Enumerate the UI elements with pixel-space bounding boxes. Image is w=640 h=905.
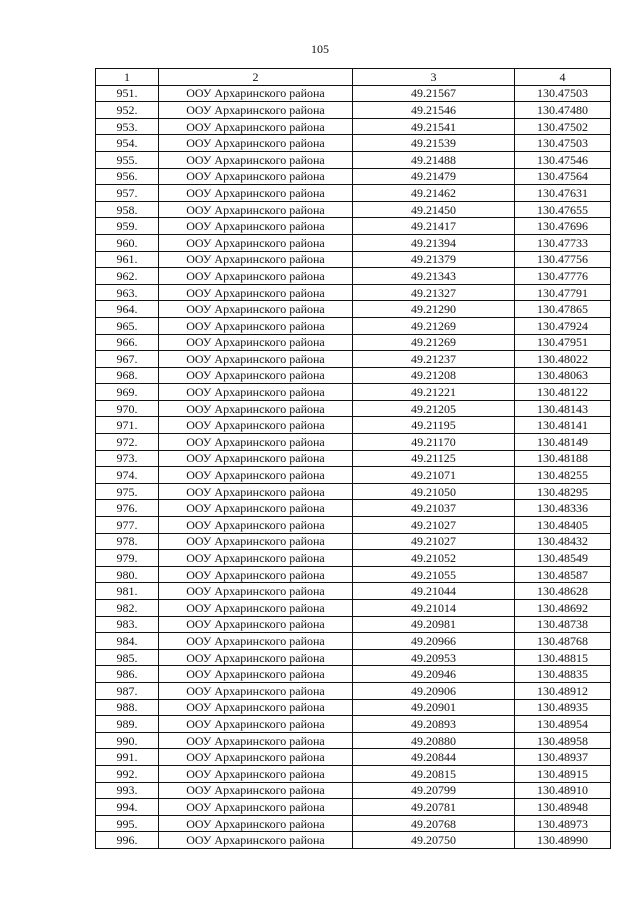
row-number-cell: 982.	[96, 600, 159, 617]
latitude-cell: 49.21037	[353, 500, 515, 517]
longitude-cell: 130.48295	[515, 483, 611, 500]
organization-name-cell: ООУ Архаринского района	[159, 633, 353, 650]
organization-name-cell: ООУ Архаринского района	[159, 400, 353, 417]
row-number-cell: 984.	[96, 633, 159, 650]
row-number-cell: 954.	[96, 135, 159, 152]
latitude-cell: 49.21479	[353, 168, 515, 185]
longitude-cell: 130.48937	[515, 749, 611, 766]
longitude-cell: 130.47655	[515, 201, 611, 218]
latitude-cell: 49.20880	[353, 732, 515, 749]
longitude-cell: 130.47791	[515, 284, 611, 301]
organization-name-cell: ООУ Архаринского района	[159, 384, 353, 401]
table-row	[96, 765, 611, 782]
longitude-cell: 130.47564	[515, 168, 611, 185]
row-number-cell: 958.	[96, 201, 159, 218]
latitude-cell: 49.20953	[353, 649, 515, 666]
row-number-cell: 978.	[96, 533, 159, 550]
table-row	[96, 533, 611, 550]
latitude-cell: 49.20893	[353, 716, 515, 733]
longitude-cell: 130.47696	[515, 218, 611, 235]
table-row	[96, 815, 611, 832]
row-number-cell: 991.	[96, 749, 159, 766]
longitude-cell: 130.48973	[515, 815, 611, 832]
table-row	[96, 334, 611, 351]
organization-name-cell: ООУ Архаринского района	[159, 85, 353, 102]
table-row	[96, 517, 611, 534]
table-header	[96, 69, 611, 86]
row-number-cell: 996.	[96, 832, 159, 849]
organization-name-cell: ООУ Архаринского района	[159, 317, 353, 334]
row-number-cell: 976.	[96, 500, 159, 517]
table-row	[96, 566, 611, 583]
table-row	[96, 301, 611, 318]
row-number-cell: 973.	[96, 450, 159, 467]
latitude-cell: 49.21290	[353, 301, 515, 318]
latitude-cell: 49.20781	[353, 799, 515, 816]
table-row	[96, 118, 611, 135]
page-number: 105	[311, 42, 329, 56]
organization-name-cell: ООУ Архаринского района	[159, 251, 353, 268]
longitude-cell: 130.48432	[515, 533, 611, 550]
longitude-cell: 130.47503	[515, 85, 611, 102]
table-row	[96, 218, 611, 235]
latitude-cell: 49.21379	[353, 251, 515, 268]
table-row	[96, 716, 611, 733]
organization-name-cell: ООУ Архаринского района	[159, 450, 353, 467]
organization-name-cell: ООУ Архаринского района	[159, 699, 353, 716]
latitude-cell: 49.21539	[353, 135, 515, 152]
organization-name-cell: ООУ Архаринского района	[159, 234, 353, 251]
row-number-cell: 969.	[96, 384, 159, 401]
row-number-cell: 963.	[96, 284, 159, 301]
table-row	[96, 185, 611, 202]
organization-name-cell: ООУ Архаринского района	[159, 666, 353, 683]
latitude-cell: 49.21055	[353, 566, 515, 583]
longitude-cell: 130.48628	[515, 583, 611, 600]
table-row	[96, 550, 611, 567]
organization-name-cell: ООУ Архаринского района	[159, 749, 353, 766]
coordinates-table	[95, 68, 611, 849]
latitude-cell: 49.20966	[353, 633, 515, 650]
longitude-cell: 130.48336	[515, 500, 611, 517]
longitude-cell: 130.48143	[515, 400, 611, 417]
organization-name-cell: ООУ Архаринского района	[159, 434, 353, 451]
row-number-cell: 971.	[96, 417, 159, 434]
row-number-cell: 966.	[96, 334, 159, 351]
longitude-cell: 130.48063	[515, 367, 611, 384]
table-row	[96, 699, 611, 716]
latitude-cell: 49.21195	[353, 417, 515, 434]
table-row	[96, 367, 611, 384]
table-row	[96, 467, 611, 484]
table-row	[96, 782, 611, 799]
latitude-cell: 49.21462	[353, 185, 515, 202]
organization-name-cell: ООУ Архаринского района	[159, 732, 353, 749]
longitude-cell: 130.48835	[515, 666, 611, 683]
longitude-cell: 130.48255	[515, 467, 611, 484]
latitude-cell: 49.20901	[353, 699, 515, 716]
row-number-cell: 981.	[96, 583, 159, 600]
table-row	[96, 682, 611, 699]
latitude-cell: 49.21014	[353, 600, 515, 617]
row-number-cell: 979.	[96, 550, 159, 567]
table-row	[96, 434, 611, 451]
organization-name-cell: ООУ Архаринского района	[159, 417, 353, 434]
organization-name-cell: ООУ Архаринского района	[159, 218, 353, 235]
row-number-cell: 974.	[96, 467, 159, 484]
row-number-cell: 952.	[96, 102, 159, 119]
latitude-cell: 49.20946	[353, 666, 515, 683]
row-number-cell: 983.	[96, 616, 159, 633]
latitude-cell: 49.21450	[353, 201, 515, 218]
row-number-cell: 964.	[96, 301, 159, 318]
table-row	[96, 450, 611, 467]
organization-name-cell: ООУ Архаринского района	[159, 649, 353, 666]
organization-name-cell: ООУ Архаринского района	[159, 566, 353, 583]
organization-name-cell: ООУ Архаринского района	[159, 799, 353, 816]
table-row	[96, 317, 611, 334]
organization-name-cell: ООУ Архаринского района	[159, 483, 353, 500]
table-row	[96, 201, 611, 218]
longitude-cell: 130.48935	[515, 699, 611, 716]
organization-name-cell: ООУ Архаринского района	[159, 367, 353, 384]
organization-name-cell: ООУ Архаринского района	[159, 832, 353, 849]
row-number-cell: 988.	[96, 699, 159, 716]
organization-name-cell: ООУ Архаринского района	[159, 201, 353, 218]
row-number-cell: 960.	[96, 234, 159, 251]
table-row	[96, 268, 611, 285]
organization-name-cell: ООУ Архаринского района	[159, 268, 353, 285]
organization-name-cell: ООУ Архаринского района	[159, 517, 353, 534]
table-row	[96, 732, 611, 749]
latitude-cell: 49.21052	[353, 550, 515, 567]
header-row	[96, 69, 611, 86]
latitude-cell: 49.21327	[353, 284, 515, 301]
latitude-cell: 49.21170	[353, 434, 515, 451]
latitude-cell: 49.21050	[353, 483, 515, 500]
organization-name-cell: ООУ Архаринского района	[159, 151, 353, 168]
row-number-cell: 980.	[96, 566, 159, 583]
longitude-cell: 130.47631	[515, 185, 611, 202]
row-number-cell: 972.	[96, 434, 159, 451]
organization-name-cell: ООУ Архаринского района	[159, 135, 353, 152]
organization-name-cell: ООУ Архаринского района	[159, 185, 353, 202]
table-row	[96, 102, 611, 119]
table-row	[96, 351, 611, 368]
organization-name-cell: ООУ Архаринского района	[159, 765, 353, 782]
latitude-cell: 49.20815	[353, 765, 515, 782]
longitude-cell: 130.48549	[515, 550, 611, 567]
table-row	[96, 168, 611, 185]
row-number-cell: 951.	[96, 85, 159, 102]
longitude-cell: 130.48022	[515, 351, 611, 368]
longitude-cell: 130.48405	[515, 517, 611, 534]
table-row	[96, 417, 611, 434]
longitude-cell: 130.48738	[515, 616, 611, 633]
latitude-cell: 49.21417	[353, 218, 515, 235]
latitude-cell: 49.20750	[353, 832, 515, 849]
row-number-cell: 975.	[96, 483, 159, 500]
row-number-cell: 955.	[96, 151, 159, 168]
organization-name-cell: ООУ Архаринского района	[159, 782, 353, 799]
latitude-cell: 49.20981	[353, 616, 515, 633]
latitude-cell: 49.20768	[353, 815, 515, 832]
longitude-cell: 130.47503	[515, 135, 611, 152]
row-number-cell: 962.	[96, 268, 159, 285]
organization-name-cell: ООУ Архаринского района	[159, 351, 353, 368]
latitude-cell: 49.20799	[353, 782, 515, 799]
row-number-cell: 992.	[96, 765, 159, 782]
table-row	[96, 633, 611, 650]
longitude-cell: 130.48910	[515, 782, 611, 799]
latitude-cell: 49.21269	[353, 317, 515, 334]
longitude-cell: 130.48958	[515, 732, 611, 749]
organization-name-cell: ООУ Архаринского района	[159, 102, 353, 119]
latitude-cell: 49.21394	[353, 234, 515, 251]
longitude-cell: 130.47951	[515, 334, 611, 351]
organization-name-cell: ООУ Архаринского района	[159, 550, 353, 567]
longitude-cell: 130.47756	[515, 251, 611, 268]
longitude-cell: 130.47546	[515, 151, 611, 168]
row-number-cell: 953.	[96, 118, 159, 135]
row-number-cell: 970.	[96, 400, 159, 417]
table-row	[96, 832, 611, 849]
organization-name-cell: ООУ Архаринского района	[159, 118, 353, 135]
latitude-cell: 49.21205	[353, 400, 515, 417]
table-row	[96, 649, 611, 666]
latitude-cell: 49.21125	[353, 450, 515, 467]
row-number-cell: 965.	[96, 317, 159, 334]
latitude-cell: 49.21208	[353, 367, 515, 384]
table-row	[96, 251, 611, 268]
longitude-cell: 130.47776	[515, 268, 611, 285]
latitude-cell: 49.21541	[353, 118, 515, 135]
row-number-cell: 995.	[96, 815, 159, 832]
table-row	[96, 749, 611, 766]
latitude-cell: 49.21027	[353, 533, 515, 550]
organization-name-cell: ООУ Архаринского района	[159, 815, 353, 832]
table-row	[96, 384, 611, 401]
longitude-cell: 130.47865	[515, 301, 611, 318]
organization-name-cell: ООУ Архаринского района	[159, 168, 353, 185]
row-number-cell: 957.	[96, 185, 159, 202]
organization-name-cell: ООУ Архаринского района	[159, 533, 353, 550]
table-row	[96, 616, 611, 633]
table-row	[96, 583, 611, 600]
row-number-cell: 994.	[96, 799, 159, 816]
longitude-cell: 130.47733	[515, 234, 611, 251]
latitude-cell: 49.20844	[353, 749, 515, 766]
longitude-cell: 130.48692	[515, 600, 611, 617]
organization-name-cell: ООУ Архаринского района	[159, 467, 353, 484]
longitude-cell: 130.48149	[515, 434, 611, 451]
organization-name-cell: ООУ Архаринского района	[159, 500, 353, 517]
column-header-3: 3	[353, 69, 515, 86]
table-row	[96, 400, 611, 417]
latitude-cell: 49.21567	[353, 85, 515, 102]
column-header-2: 2	[159, 69, 353, 86]
row-number-cell: 986.	[96, 666, 159, 683]
organization-name-cell: ООУ Архаринского района	[159, 583, 353, 600]
organization-name-cell: ООУ Архаринского района	[159, 334, 353, 351]
longitude-cell: 130.48912	[515, 682, 611, 699]
latitude-cell: 49.21269	[353, 334, 515, 351]
latitude-cell: 49.21343	[353, 268, 515, 285]
column-header-1: 1	[96, 69, 159, 86]
organization-name-cell: ООУ Архаринского района	[159, 616, 353, 633]
row-number-cell: 967.	[96, 351, 159, 368]
row-number-cell: 959.	[96, 218, 159, 235]
latitude-cell: 49.21237	[353, 351, 515, 368]
latitude-cell: 49.21044	[353, 583, 515, 600]
table-row	[96, 135, 611, 152]
row-number-cell: 989.	[96, 716, 159, 733]
longitude-cell: 130.48990	[515, 832, 611, 849]
row-number-cell: 961.	[96, 251, 159, 268]
table-row	[96, 284, 611, 301]
table-row	[96, 85, 611, 102]
row-number-cell: 987.	[96, 682, 159, 699]
latitude-cell: 49.21546	[353, 102, 515, 119]
longitude-cell: 130.47924	[515, 317, 611, 334]
organization-name-cell: ООУ Архаринского района	[159, 682, 353, 699]
longitude-cell: 130.47480	[515, 102, 611, 119]
row-number-cell: 977.	[96, 517, 159, 534]
table-row	[96, 151, 611, 168]
latitude-cell: 49.21488	[353, 151, 515, 168]
latitude-cell: 49.21027	[353, 517, 515, 534]
table-row	[96, 483, 611, 500]
longitude-cell: 130.48768	[515, 633, 611, 650]
latitude-cell: 49.21071	[353, 467, 515, 484]
table-row	[96, 799, 611, 816]
organization-name-cell: ООУ Архаринского района	[159, 301, 353, 318]
longitude-cell: 130.48948	[515, 799, 611, 816]
latitude-cell: 49.20906	[353, 682, 515, 699]
organization-name-cell: ООУ Архаринского района	[159, 600, 353, 617]
organization-name-cell: ООУ Архаринского района	[159, 716, 353, 733]
longitude-cell: 130.48915	[515, 765, 611, 782]
organization-name-cell: ООУ Архаринского района	[159, 284, 353, 301]
longitude-cell: 130.48954	[515, 716, 611, 733]
table-row	[96, 234, 611, 251]
longitude-cell: 130.48188	[515, 450, 611, 467]
longitude-cell: 130.48122	[515, 384, 611, 401]
latitude-cell: 49.21221	[353, 384, 515, 401]
longitude-cell: 130.47502	[515, 118, 611, 135]
table-body	[96, 85, 611, 848]
column-header-4: 4	[515, 69, 611, 86]
table-row	[96, 600, 611, 617]
table-row	[96, 666, 611, 683]
row-number-cell: 968.	[96, 367, 159, 384]
row-number-cell: 993.	[96, 782, 159, 799]
row-number-cell: 956.	[96, 168, 159, 185]
row-number-cell: 985.	[96, 649, 159, 666]
row-number-cell: 990.	[96, 732, 159, 749]
longitude-cell: 130.48141	[515, 417, 611, 434]
longitude-cell: 130.48815	[515, 649, 611, 666]
longitude-cell: 130.48587	[515, 566, 611, 583]
table-row	[96, 500, 611, 517]
